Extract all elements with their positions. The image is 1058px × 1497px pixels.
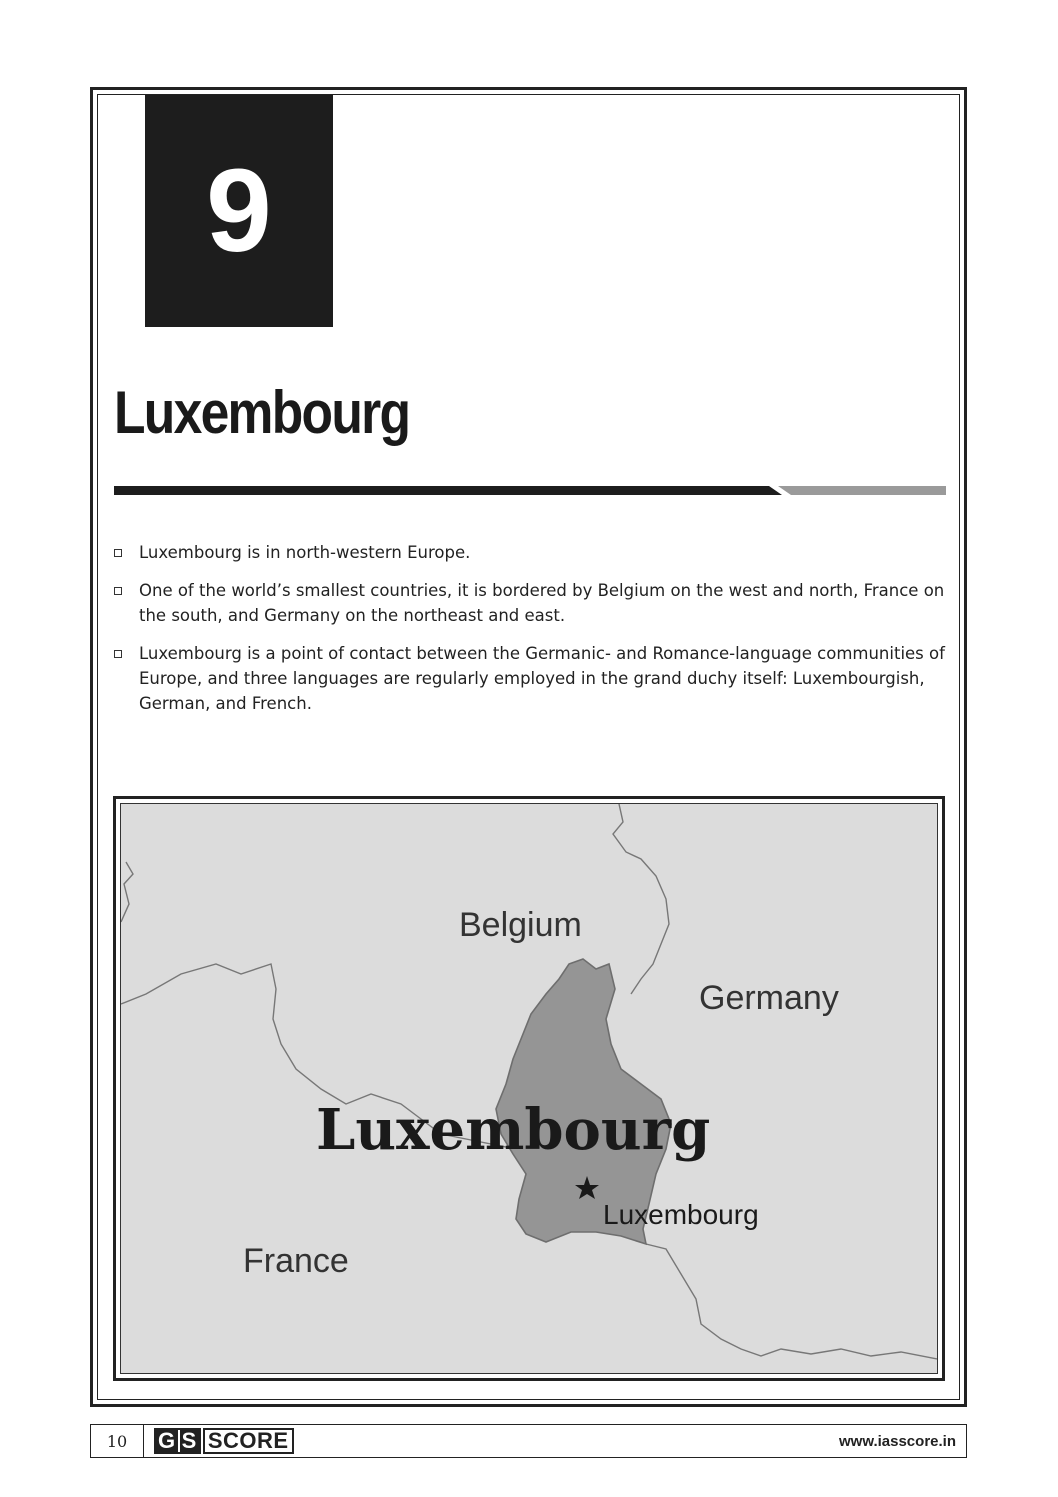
page-number: 10: [91, 1425, 144, 1457]
square-bullet-icon: [114, 650, 122, 658]
bullet-list: [112, 540, 946, 729]
map-area: [120, 803, 938, 1374]
label-belgium: Belgium: [459, 906, 582, 944]
chapter-number: 9: [206, 145, 272, 277]
bullet-text: One of the world’s smallest countries, it is bordered by Belgium on the west and north, France on the south, and Germany on the northeast and east.: [139, 581, 945, 625]
page-footer: [90, 1424, 967, 1458]
label-country: Luxembourg: [316, 1097, 711, 1163]
logo-letter-s: S: [178, 1430, 199, 1452]
website-link[interactable]: www.iasscore.in: [839, 1432, 956, 1450]
label-france: France: [243, 1242, 349, 1280]
gs-score-logo: [154, 1428, 294, 1454]
square-bullet-icon: [114, 587, 122, 595]
logo-score: SCORE: [203, 1428, 294, 1454]
square-bullet-icon: [114, 549, 122, 557]
label-germany: Germany: [699, 979, 839, 1017]
label-capital: Luxembourg: [603, 1199, 759, 1230]
bullet-text: Luxembourg is in north-western Europe.: [139, 543, 471, 562]
chapter-title: Luxembourg: [114, 379, 410, 446]
map-figure: [113, 796, 945, 1381]
list-item: [112, 578, 946, 628]
list-item: [112, 641, 946, 716]
border-france-germany: [646, 1244, 937, 1359]
border-belgium-germany: [613, 804, 669, 994]
chapter-number-block: [145, 95, 333, 327]
logo-letter-g: G: [158, 1428, 176, 1453]
title-rule: [114, 484, 946, 498]
list-item: [112, 540, 946, 565]
luxembourg-map: [121, 804, 937, 1373]
bullet-text: Luxembourg is a point of contact between the Germanic- and Romance-language communities of Europe, and three languages are regularly employed in the grand duchy itself: Luxembourgish, German, and French.: [139, 644, 945, 713]
